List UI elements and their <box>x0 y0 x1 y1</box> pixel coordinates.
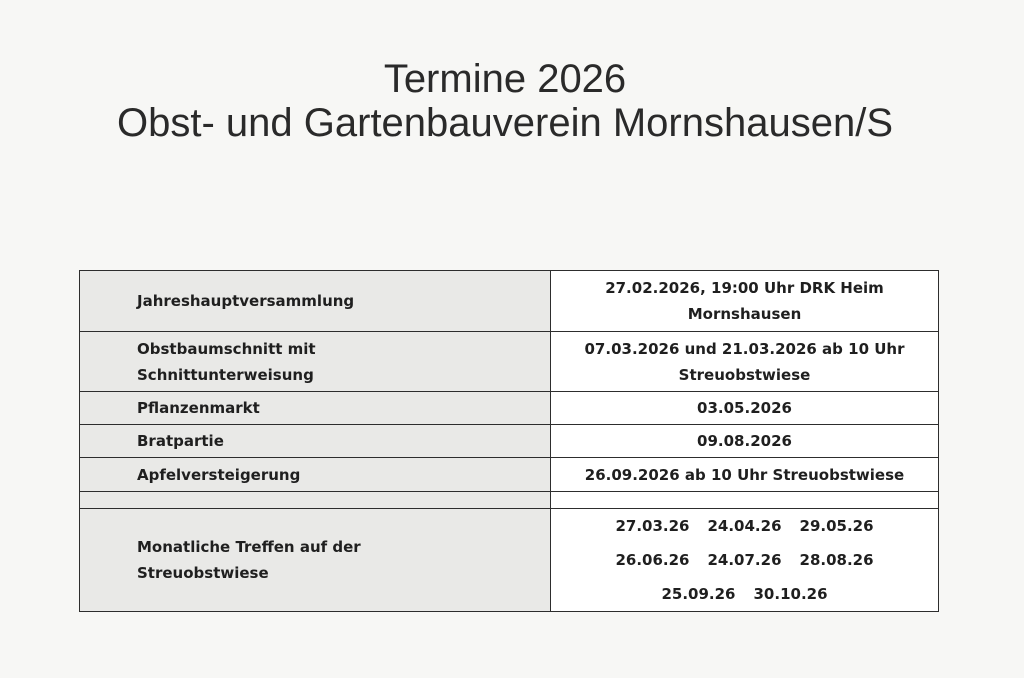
event-label-tree-pruning <box>80 332 551 392</box>
meeting-date: 27.03.26 <box>615 517 690 535</box>
event-date-apple-auction: 26.09.2026 ab 10 Uhr Streuobstwiese <box>551 458 939 492</box>
event-label-annual-meeting: Jahreshauptversammlung <box>80 271 551 332</box>
meeting-date: 24.04.26 <box>707 517 782 535</box>
meeting-date: 30.10.26 <box>753 585 828 603</box>
label-line: Streuobstwiese <box>137 564 269 582</box>
event-date-plant-market: 03.05.2026 <box>551 392 939 425</box>
document-title <box>0 57 1010 145</box>
value-line: 07.03.2026 und 21.03.2026 ab 10 Uhr <box>584 339 905 358</box>
event-date-bratpartie: 09.08.2026 <box>551 425 939 458</box>
table-row <box>80 458 939 492</box>
title-line-1: Termine 2026 <box>383 57 627 101</box>
table-row <box>80 509 939 612</box>
meeting-date: 24.07.26 <box>707 551 782 569</box>
meeting-date: 28.08.26 <box>799 551 874 569</box>
event-date-tree-pruning <box>551 332 939 392</box>
event-date-annual-meeting: 27.02.2026, 19:00 Uhr DRK Heim Mornshausen <box>551 271 939 332</box>
table-row <box>80 271 939 332</box>
empty-value-cell <box>551 492 939 509</box>
table-row <box>80 392 939 425</box>
label-line: Obstbaumschnitt mit <box>137 339 316 358</box>
event-dates-monthly-meetings <box>551 509 939 612</box>
table-row-empty <box>80 492 939 509</box>
dates-row <box>551 577 938 611</box>
event-label-apple-auction: Apfelversteigerung <box>80 458 551 492</box>
event-label-bratpartie: Bratpartie <box>80 425 551 458</box>
event-label-plant-market: Pflanzenmarkt <box>80 392 551 425</box>
title-line-2: Obst- und Gartenbauverein Mornshausen/S <box>117 101 893 145</box>
label-line: Monatliche Treffen auf der <box>137 538 361 556</box>
value-line: Streuobstwiese <box>678 365 811 384</box>
empty-label-cell <box>80 492 551 509</box>
events-table <box>79 270 939 612</box>
meeting-date: 25.09.26 <box>661 585 736 603</box>
event-label-monthly-meetings <box>80 509 551 612</box>
table-row <box>80 425 939 458</box>
meeting-date: 26.06.26 <box>615 551 690 569</box>
meeting-date: 29.05.26 <box>799 517 874 535</box>
dates-row <box>551 509 938 543</box>
label-line: Schnittunterweisung <box>137 365 314 384</box>
table-row <box>80 332 939 392</box>
dates-row <box>551 543 938 577</box>
